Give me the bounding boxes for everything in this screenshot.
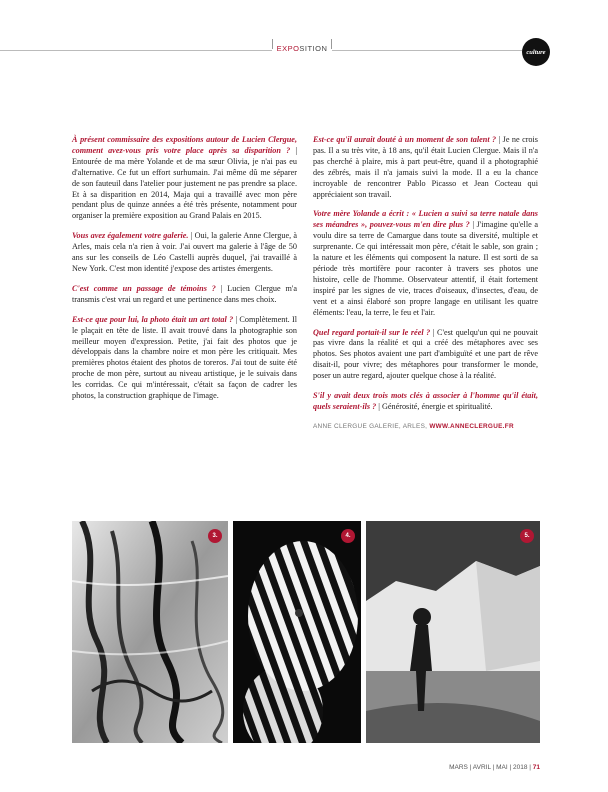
qa-paragraph: S'il y avait deux trois mots clés à associer à l'homme qu'il était, quels seraient-ils ? | Générosité, énergie et spiritualité. <box>313 391 538 411</box>
gallery-website-link[interactable]: WWW.ANNECLERGUE.FR <box>429 422 514 430</box>
culture-badge: culture <box>522 38 550 66</box>
qa-paragraph: Est-ce qu'il aurait douté à un moment de son talent ? | Je ne crois pas. Il a su très vite, à 18 ans, qu'il était Lucien Clergue. Mais il n'a pas cherché à plaire, mis à part peut-être, quand il a photographié des zébrés, mais il n'a jamais suivi la mode. Il a eu la chance incroyable de rencontrer Pablo Picasso et Jean Cocteau qui appréciaient son travail. <box>313 135 538 199</box>
photo-striped-nude <box>233 521 361 743</box>
qa-paragraph: C'est comme un passage de témoins ? | Lucien Clergue m'a transmis c'est vrai un regard et une pertinence dans mes choix. <box>72 283 297 304</box>
page-footer: MARS | AVRIL | MAI | 2018 | 71 <box>449 764 540 771</box>
qa-paragraph: À présent commissaire des expositions autour de Lucien Clergue, comment avez-vous pris votre place après sa disparition ? | Entourée de ma mère Yolande et de ma sœur Olivia, je n'ai pas eu d'alternative. Ce fut un effort surhumain. J'ai même dû me séparer de son fauteuil dans l'atelier pour justement ne pas prendre sa place. Et à sa disparition en 2014, Maja qui a travaillé avec mon père pendant plus de quinze années a été très présente, notamment pour organiser la première exposition au Grand Palais en 2015. <box>72 135 298 221</box>
photo-number-badge: 5. <box>520 529 534 543</box>
qa-paragraph: Vous avez également votre galerie. | Oui, la galerie Anne Clergue, à Arles, mais cela n'a rien à voir. J'ai ouvert ma galerie à l'âge de 50 ans sur les conseils de Léo Castelli auprès duquel, j'ai travaillé à New York. C'est mon identité j'expose des artistes émergents. <box>72 231 297 273</box>
page-number: 71 <box>532 764 540 771</box>
qa-paragraph: Quel regard portait-il sur le réel ? | C'est quelqu'un qui ne pouvait pas vivre dans la réalité et qui a créé des métaphores avec ses photos. Ses photos avaient une part d'ambiguïté et une part de rêve disait-il, pour vivre; des métaphores pour transformer le monde, poser un autre regard, ajouter quelque chose à la réalité. <box>313 327 538 381</box>
header-rule-left <box>0 50 272 51</box>
photo-number-badge: 3. <box>208 529 222 543</box>
left-column <box>72 135 297 411</box>
photo-landscape-figure <box>366 521 540 743</box>
qa-paragraph: Votre mère Yolande a écrit : « Lucien a suivi sa terre natale dans ses méandres », pouvez-vous m'en dire plus ? | J'imagine qu'elle a voulu dire sa terre de Camargue dans toute sa diversité, multiple et surprenante. Ce qui intéressait mon père, c'était le sable, son grain ; la nature et les éléments qui composent la nature. Il est sorti de sa période très mortifère pour raconter à travers ses photos une histoire, celle de l'homme. Observateur attentif, il était fortement inspiré par les signes de vie, traces d'oiseaux, d'insectes, d'eau, de vent et a ainsi élaboré son propre langage en utilisant les quatre éléments: l'eau, la terre, le feu et l'air. <box>313 209 538 317</box>
qa-paragraph: Est-ce que pour lui, la photo était un art total ? | Complètement. Il le plaçait en tête de liste. Il avait trouvé dans la photographie son meilleur moyen d'expression. Petite, j'ai fait des photos que je développais dans la chambre noire et mon père les critiquait. Mes premières photos étaient des photos de toreros. J'ai tout de suite été proche de mon père, surtout au niveau artistique, je le suivais dans les corridas. Ce qui m'intéressait, c'était sa façon de cadrer les photos, la construction graphique de l'image. <box>72 314 297 401</box>
gallery-source: ANNE CLERGUE GALERIE, ARLES, WWW.ANNECLERGUE.FR <box>313 422 514 430</box>
right-column <box>313 135 538 442</box>
header-rule-right <box>332 50 522 51</box>
section-rubric: EXPOSITION <box>272 44 332 53</box>
photo-reflection <box>72 521 228 743</box>
photo-number-badge: 4. <box>341 529 355 543</box>
